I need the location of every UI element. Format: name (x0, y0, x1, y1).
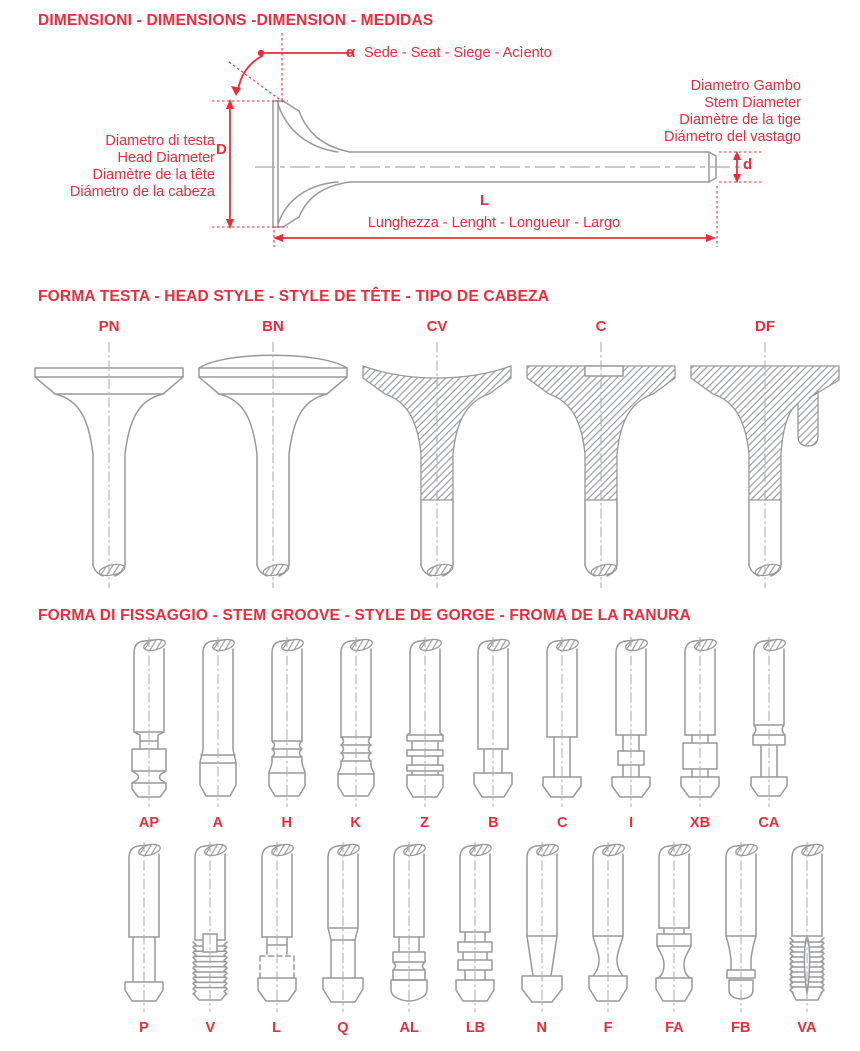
stem-groove-item (111, 842, 177, 1036)
seat-label: Sede - Seat - Siege - Acìento (364, 45, 552, 61)
stem-groove-label: CA (758, 815, 780, 831)
stem-groove-figure (737, 637, 801, 809)
stem-groove-figure (510, 842, 574, 1014)
stem-groove-figure (377, 842, 441, 1014)
stem-groove-figure (311, 842, 375, 1014)
head-style-label: BN (262, 318, 284, 335)
stem-groove-label: H (281, 815, 292, 831)
section-title-dimensions: DIMENSIONI - DIMENSIONS -DIMENSION - MEDIDAS (38, 12, 434, 29)
stem-groove-item (184, 637, 252, 831)
stem-groove-label: LB (465, 1020, 486, 1036)
stem-groove-item (641, 842, 707, 1036)
stem-groove-figure (709, 842, 773, 1014)
section-title-head-styles: FORMA TESTA - HEAD STYLE - STYLE DE TÊTE - TIPO DE CABEZA (38, 288, 550, 305)
stem-groove-item (177, 842, 243, 1036)
stem-groove-item (575, 842, 641, 1036)
stem-groove-label: F (603, 1020, 613, 1036)
stem-groove-item (253, 637, 321, 831)
stem-groove-item (244, 842, 310, 1036)
stem-groove-label: XB (689, 815, 711, 831)
head-style-item (355, 318, 519, 590)
head-style-figure (519, 340, 683, 590)
stem-groove-figure (117, 637, 181, 809)
head-style-item (191, 318, 355, 590)
stem-groove-figure (530, 637, 594, 809)
stem-groove-label: L (272, 1020, 282, 1036)
stem-groove-item (115, 637, 183, 831)
stem-groove-figure (576, 842, 640, 1014)
head-style-label: DF (755, 318, 775, 335)
head-style-figure (683, 340, 847, 590)
head-style-item (519, 318, 683, 590)
stem-groove-label: N (536, 1020, 548, 1036)
stem-groove-figure (255, 637, 319, 809)
stem-groove-label: Z (420, 815, 429, 831)
stem-diameter-label-line: Diametro Gambo (690, 78, 801, 94)
stem-groove-label: Q (337, 1020, 349, 1036)
stem-diameter-label-line: Stem Diameter (704, 95, 801, 111)
stem-groove-item (459, 637, 527, 831)
head-diameter-label-line: Diamètre de la tête (92, 167, 215, 183)
stem-diameter-label-line: Diamètre de la tige (679, 112, 801, 128)
stem-groove-row-1 (115, 637, 803, 831)
seat-angle-symbol: α (346, 44, 356, 61)
head-style-item (27, 318, 191, 590)
stem-groove-label: FB (731, 1020, 751, 1036)
stem-groove-item (597, 637, 665, 831)
stem-groove-label: A (212, 815, 224, 831)
stem-groove-label: FA (665, 1020, 684, 1036)
stem-groove-figure (642, 842, 706, 1014)
stem-groove-item (708, 842, 774, 1036)
head-diameter-symbol: D (216, 141, 227, 158)
stem-groove-item (391, 637, 459, 831)
length-label: Lunghezza - Lenght - Longueur - Largo (367, 215, 621, 231)
stem-groove-label: I (629, 815, 634, 831)
stem-groove-figure (443, 842, 507, 1014)
stem-groove-label: AL (399, 1020, 419, 1036)
head-styles-row (27, 318, 833, 590)
stem-groove-label: P (139, 1020, 149, 1036)
stem-groove-figure (393, 637, 457, 809)
head-style-item (683, 318, 847, 590)
stem-groove-item (509, 842, 575, 1036)
stem-groove-item (666, 637, 734, 831)
head-diameter-label (70, 133, 215, 201)
stem-diameter-label (664, 78, 801, 146)
stem-groove-figure (112, 842, 176, 1014)
section-title-stem-grooves: FORMA DI FISSAGGIO - STEM GROOVE - STYLE DE GORGE - FROMA DE LA RANURA (38, 607, 691, 624)
stem-groove-item (442, 842, 508, 1036)
stem-groove-item (735, 637, 803, 831)
stem-groove-label: C (557, 815, 568, 831)
stem-groove-figure (324, 637, 388, 809)
stem-groove-label: K (350, 815, 361, 831)
head-style-label: PN (98, 318, 120, 335)
stem-groove-figure (245, 842, 309, 1014)
stem-groove-figure (461, 637, 525, 809)
stem-groove-label: VA (797, 1020, 817, 1036)
stem-groove-figure (599, 637, 663, 809)
stem-groove-item (376, 842, 442, 1036)
head-style-label: C (595, 318, 607, 335)
stem-groove-figure (178, 842, 242, 1014)
stem-groove-item (528, 637, 596, 831)
stem-groove-figure (775, 842, 839, 1014)
stem-groove-label: V (205, 1020, 216, 1036)
stem-diameter-label-line: Diámetro del vastago (663, 129, 801, 145)
stem-groove-item (322, 637, 390, 831)
head-diameter-label-line: Diámetro de la cabeza (69, 184, 215, 200)
head-style-figure (27, 340, 191, 590)
length-symbol: L (480, 192, 490, 209)
head-style-figure (191, 340, 355, 590)
stem-groove-figure (186, 637, 250, 809)
stem-groove-figure (668, 637, 732, 809)
head-style-figure (355, 340, 519, 590)
stem-groove-item (774, 842, 840, 1036)
stem-groove-label: B (488, 815, 499, 831)
head-diameter-label-line: Diametro di testa (105, 133, 215, 149)
stem-groove-item (310, 842, 376, 1036)
stem-groove-label: AP (138, 815, 160, 831)
head-diameter-label-line: Head Diameter (117, 150, 215, 166)
head-style-label: CV (426, 318, 448, 335)
stem-groove-row-2 (111, 842, 840, 1036)
stem-diameter-symbol: d (743, 156, 753, 173)
